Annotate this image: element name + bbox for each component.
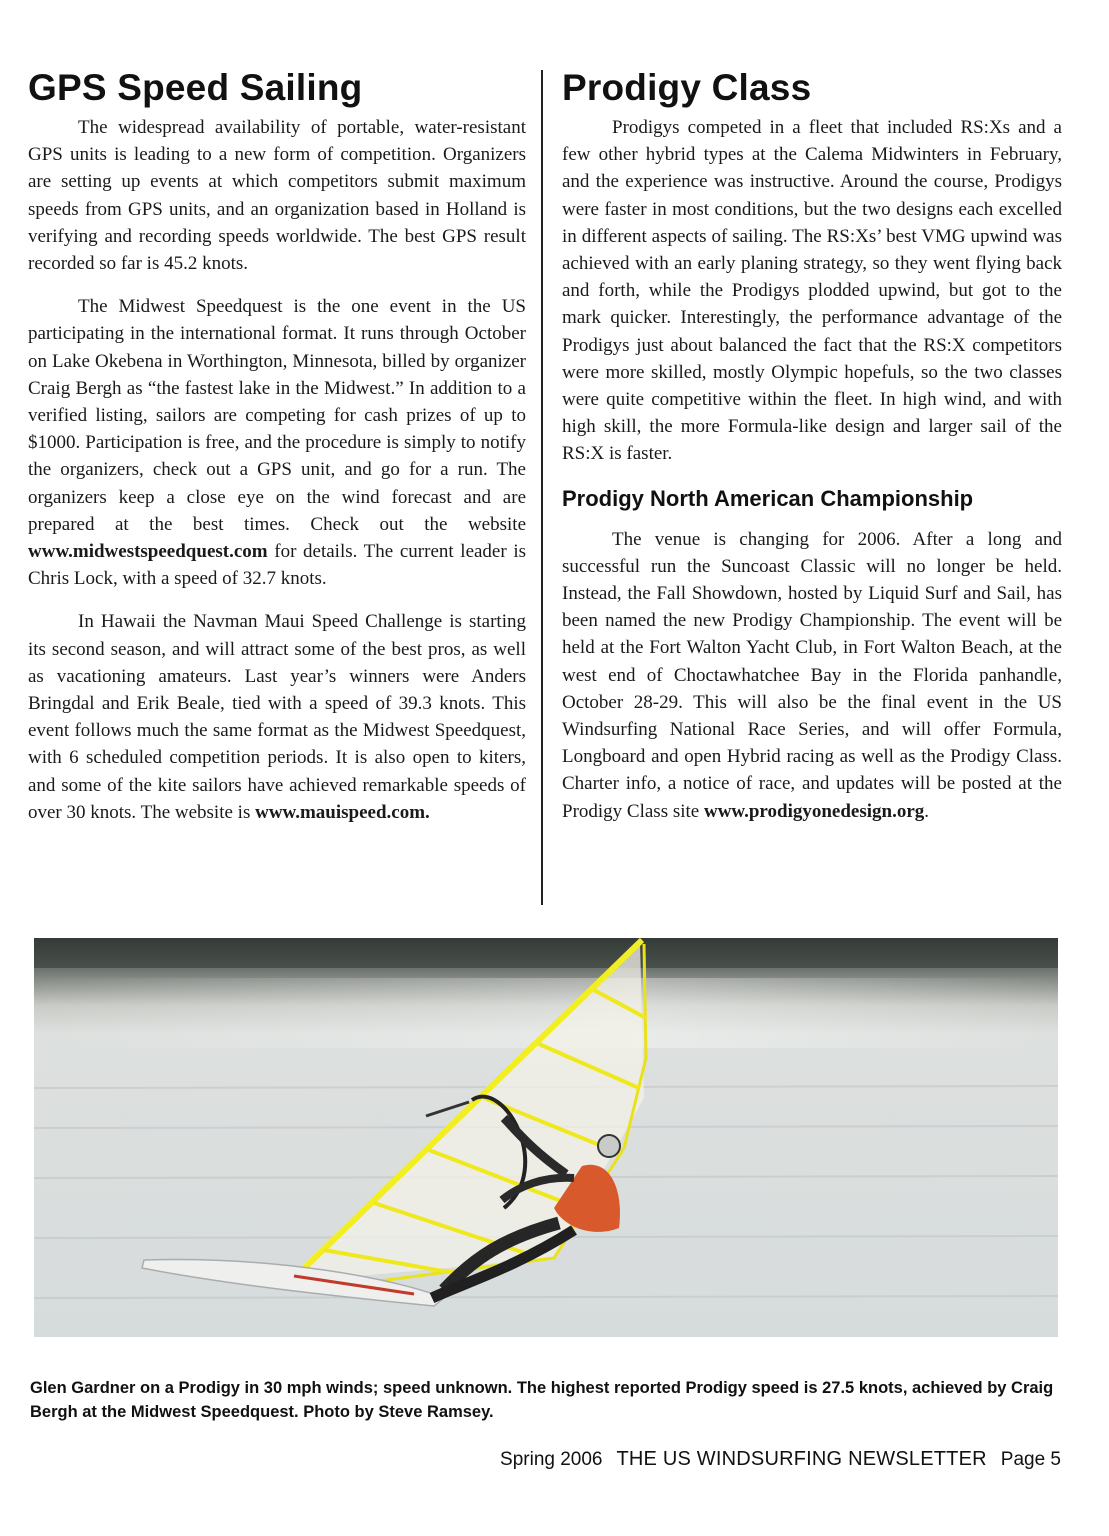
- article-paragraph: The widespread availability of portable, water-resistant GPS units is leading to a new form of competition. Organizers are setting up events at which competitors submit maximum speeds from GPS units, and an organization based in Holland is verifying and recording speeds worldwide. The best GPS result recorded so far is 45.2 knots.: [28, 117, 526, 275]
- paragraph-text: The Midwest Speedquest is the one event in the US participating in the international format. It runs through October on Lake Okebena in Worthington, Minnesota, billed by organizer Craig Bergh as “the fastest lake in the Midwest.” In addition to a verified listing, sailors are competing for cash prizes of up to $1000. Participation is free, and the procedure is simply to notify the organizers, check out a GPS unit, and go for a run. The organizers keep a close eye on the wind forecast and are prepared at the best times. Check out the website: [28, 296, 526, 535]
- photo-caption: Glen Gardner on a Prodigy in 30 mph winds; speed unknown. The highest reported Prodigy speed is 27.5 knots, achieved by Craig Bergh at the Midwest Speedquest. Photo by Steve Ramsey.: [30, 1379, 1054, 1421]
- gps-speed-sailing-article: [28, 68, 526, 826]
- article-paragraph: Prodigys competed in a fleet that included RS:Xs and a few other hybrid types at the Calema Midwinters in February, and the experience was instructive. Around the course, Prodigys were faster in most conditions, but the two designs each excelled in different aspects of sailing. The RS:Xs’ best VMG upwind was achieved with an early planing strategy, so they went flying back and forth, while the Prodigys plodded upwind, but got to the mark quicker. Interestingly, the performance advantage of the Prodigys just about balanced the fact that the RS:X competitors were more skilled, mostly Olympic hopefuls, so the two classes were quite competitive within the fleet. In high wind, and with high skill, the more Formula-like design and larger sail of the RS:X is faster.: [562, 117, 1062, 465]
- article-title: GPS Speed Sailing: [28, 67, 363, 108]
- article-paragraph: [562, 526, 1062, 825]
- column-divider: [541, 70, 543, 905]
- article-subtitle: Prodigy North American Championship: [562, 485, 974, 511]
- windsurfer-photo: [34, 938, 1058, 1337]
- page-number: Page 5: [1000, 1449, 1061, 1470]
- article-paragraph: [28, 608, 526, 826]
- issue-date: Spring 2006: [500, 1449, 603, 1470]
- paragraph-text: for details. The current leader is Chris Lock, with a speed of 32.7 knots.: [28, 541, 527, 590]
- prodigy-class-article: [562, 68, 1062, 825]
- paragraph-text: In Hawaii the Navman Maui Speed Challenge is starting its second season, and will attract some of the best pros, as well as vacationing amateurs. Last year’s winners were Anders Bringdal and Erik Beale, tied with a speed of 39.3 knots. This event follows much the same format as the Midwest Speedquest, with 6 scheduled competition periods. It is also open to kiters, and some of the kite sailors have achieved remarkable speeds of over 30 knots. The website is: [28, 611, 526, 823]
- page-footer: [500, 1448, 1061, 1471]
- mauispeed-url[interactable]: www.mauispeed.com.: [255, 801, 430, 823]
- paragraph-text: .: [924, 800, 930, 822]
- prodigy-one-design-url[interactable]: www.prodigyonedesign.org: [703, 800, 925, 822]
- article-title: Prodigy Class: [562, 67, 812, 108]
- paragraph-text: The venue is changing for 2006. After a long and successful run the Suncoast Classic will no longer be held. Instead, the Fall Showdown, hosted by Liquid Surf and Sail, has been named the new Prodigy Championship. The event will be held at the Fort Walton Yacht Club, in Fort Walton Beach, at the west end of Choctawhatchee Bay in the Florida panhandle, October 28-29. This will also be the final event in the US Windsurfing National Race Series, and will offer Formula, Longboard and open Hybrid racing as well as the Prodigy Class. Charter info, a notice of race, and updates will be posted at the Prodigy Class site: [562, 528, 1062, 822]
- article-paragraph: [28, 293, 526, 592]
- midwest-speedquest-url[interactable]: www.midwestspeedquest.com: [28, 541, 268, 563]
- publication-title: THE US WINDSURFING NEWSLETTER: [616, 1448, 987, 1470]
- windsurfer-illustration: [34, 938, 1058, 1337]
